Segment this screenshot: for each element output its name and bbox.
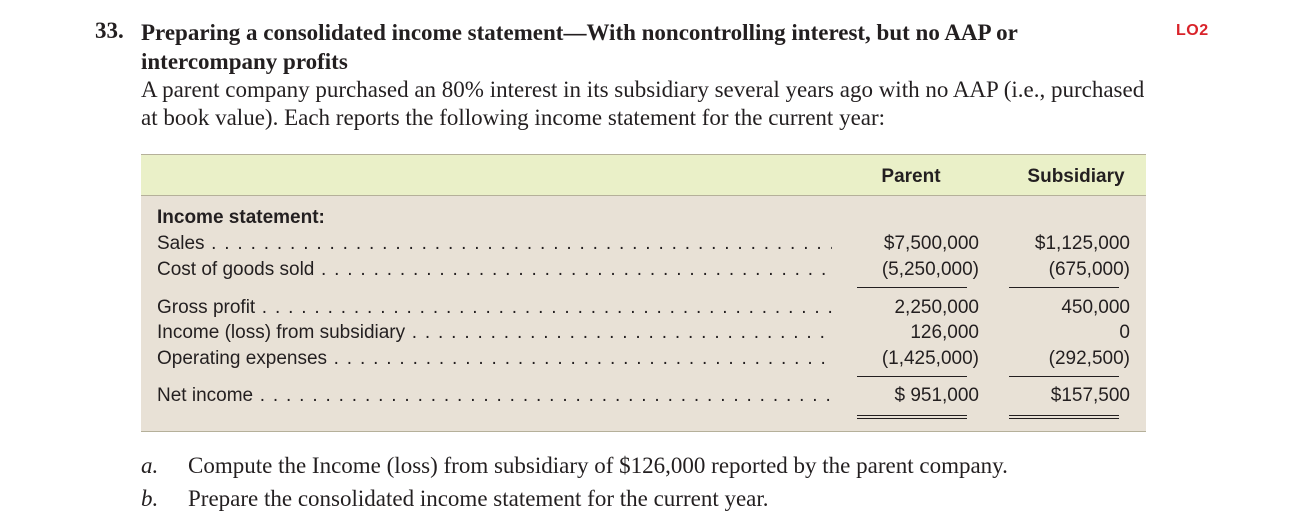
table-row-gross-profit xyxy=(157,297,1137,323)
table-row-sales xyxy=(157,233,1137,259)
parent-value: 126,000 xyxy=(910,322,979,343)
problem-intro: A parent company purchased an 80% interest in its subsidiary several years ago with no AAP (i.e., purchased at book value). Each reports the following income statement for the current year: xyxy=(141,77,1145,130)
income-statement-table xyxy=(141,154,1146,432)
question-label: b. xyxy=(141,486,159,511)
total-double-rule-subsidiary xyxy=(1009,415,1119,419)
row-label: Cost of goods sold . . . xyxy=(157,259,832,281)
table-row-cost-of-goods-sold xyxy=(157,259,1137,285)
subtotal-rule-subsidiary xyxy=(1009,376,1119,377)
parent-value: (5,250,000) xyxy=(881,259,979,280)
row-label: Operating expenses . . . xyxy=(157,348,832,370)
row-label: Net income . . . xyxy=(157,385,832,407)
question-text: Compute the Income (loss) from subsidiary of $126,000 reported by the parent company. xyxy=(188,453,1008,478)
subtotal-rule-subsidiary xyxy=(1009,287,1119,288)
column-header-subsidiary: Subsidiary xyxy=(1027,166,1125,187)
problem-number: 33. xyxy=(95,18,124,43)
parent-value: 2,250,000 xyxy=(894,297,979,318)
subsidiary-value: $157,500 xyxy=(1050,385,1130,406)
subtotal-rule-parent xyxy=(857,287,967,288)
row-label: Sales . . . xyxy=(157,233,832,255)
table-row-income-from-subsidiary xyxy=(157,322,1137,348)
subsidiary-value: 450,000 xyxy=(1061,297,1130,318)
subsidiary-value: 0 xyxy=(1119,322,1130,343)
parent-value: $7,500,000 xyxy=(883,233,979,254)
learning-objective-badge: LO2 xyxy=(1176,22,1209,39)
question-label: a. xyxy=(141,453,159,478)
question-text: Prepare the consolidated income statement for the current year. xyxy=(188,486,769,511)
table-row-operating-expenses xyxy=(157,348,1137,374)
section-label: Income statement: xyxy=(157,207,325,228)
table-row-net-income xyxy=(157,385,1137,411)
subsidiary-value: (675,000) xyxy=(1048,259,1130,280)
problem-title: Preparing a consolidated income statement—With noncontrolling interest, but no AAP or intercompany profits xyxy=(141,20,1018,74)
row-label: Gross profit . . . xyxy=(157,297,832,319)
row-label: Income (loss) from subsidiary . . . xyxy=(157,322,832,344)
subsidiary-value: $1,125,000 xyxy=(1034,233,1130,254)
parent-value: (1,425,000) xyxy=(881,348,979,369)
column-header-parent: Parent xyxy=(881,166,941,187)
subtotal-rule-parent xyxy=(857,376,967,377)
table-header xyxy=(141,155,1146,196)
total-double-rule-parent xyxy=(857,415,967,419)
parent-value: $ 951,000 xyxy=(894,385,979,406)
subsidiary-value: (292,500) xyxy=(1048,348,1130,369)
